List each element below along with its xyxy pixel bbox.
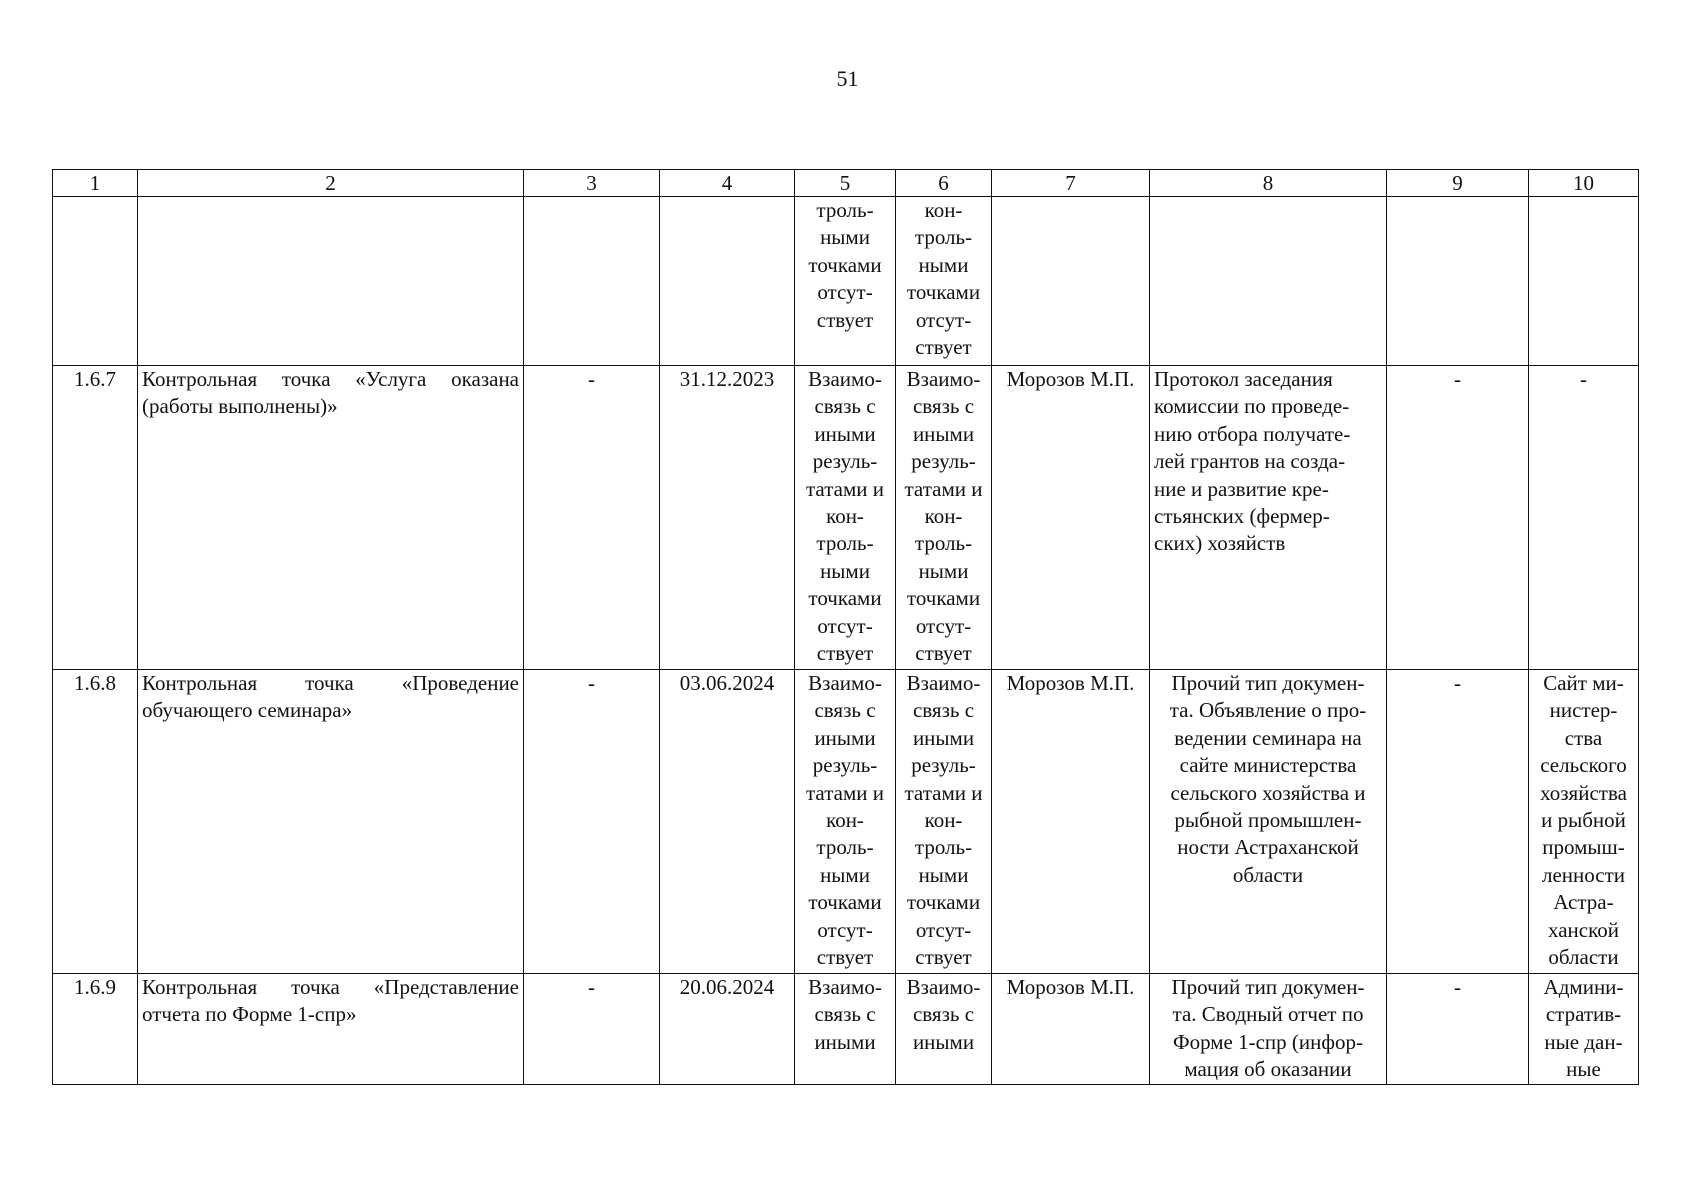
header-col-6: 6: [896, 170, 992, 197]
row-col10: Сайт ми- нистер- ства сельского хозяйства и рыбной промыш- ленности Астра- ханской области: [1529, 670, 1639, 974]
row-col5: Взаимо- связь с иными: [795, 974, 896, 1085]
row-col5: троль- ными точками отсут- ствует: [795, 197, 896, 366]
row-col6: Взаимо- связь с иными: [896, 974, 992, 1085]
table-body: [53, 197, 1639, 1085]
row-responsible: Морозов М.П.: [992, 366, 1150, 670]
table-row: [53, 197, 1639, 366]
row-col6: Взаимо- связь с иными резуль- татами и кон- троль- ными точками отсут- ствует: [896, 366, 992, 670]
header-col-10: 10: [1529, 170, 1639, 197]
row-col9: -: [1387, 670, 1529, 974]
page-number: 51: [836, 66, 859, 91]
row-col10: [1529, 197, 1639, 366]
table-header: [53, 170, 1639, 197]
row-col6: кон- троль- ными точками отсут- ствует: [896, 197, 992, 366]
header-col-8: 8: [1150, 170, 1387, 197]
row-col10: Админи- стратив- ные дан- ные: [1529, 974, 1639, 1085]
row-col3: -: [524, 366, 660, 670]
row-responsible: Морозов М.П.: [992, 670, 1150, 974]
row-responsible: Морозов М.П.: [992, 974, 1150, 1085]
row-number: [53, 197, 138, 366]
header-row: [53, 170, 1639, 197]
row-col3: -: [524, 974, 660, 1085]
row-date: 20.06.2024: [660, 974, 795, 1085]
row-date: 03.06.2024: [660, 670, 795, 974]
row-name: [138, 197, 524, 366]
row-number: 1.6.7: [53, 366, 138, 670]
table-row: [53, 366, 1639, 670]
row-col3: [524, 197, 660, 366]
row-name: Контрольная точка «Услуга оказана (работы выполнены)»: [138, 366, 524, 670]
row-col9: [1387, 197, 1529, 366]
header-col-9: 9: [1387, 170, 1529, 197]
header-col-5: 5: [795, 170, 896, 197]
row-number: 1.6.8: [53, 670, 138, 974]
row-name: Контрольная точка «Проведение обучающего семинара»: [138, 670, 524, 974]
row-name: Контрольная точка «Представление отчета по Форме 1-спр»: [138, 974, 524, 1085]
table-row: [53, 670, 1639, 974]
row-date: 31.12.2023: [660, 366, 795, 670]
row-col10: -: [1529, 366, 1639, 670]
header-col-7: 7: [992, 170, 1150, 197]
row-responsible: [992, 197, 1150, 366]
row-col5: Взаимо- связь с иными резуль- татами и кон- троль- ными точками отсут- ствует: [795, 670, 896, 974]
header-col-3: 3: [524, 170, 660, 197]
row-number: 1.6.9: [53, 974, 138, 1085]
row-col3: -: [524, 670, 660, 974]
data-table: [52, 169, 1639, 1085]
header-col-2: 2: [138, 170, 524, 197]
row-col9: -: [1387, 366, 1529, 670]
header-col-1: 1: [53, 170, 138, 197]
row-date: [660, 197, 795, 366]
row-document: [1150, 197, 1387, 366]
row-col6: Взаимо- связь с иными резуль- татами и кон- троль- ными точками отсут- ствует: [896, 670, 992, 974]
row-document: Прочий тип докумен- та. Объявление о про- ведении семинара на сайте министерства сельского хозяйства и рыбной промышлен- ности Астраханской области: [1150, 670, 1387, 974]
row-col9: -: [1387, 974, 1529, 1085]
table-row: [53, 974, 1639, 1085]
row-document: Протокол заседания комиссии по проведе- нию отбора получате- лей грантов на созда- ние и развитие кре- стьянских (фермер- ских) хозяйств: [1150, 366, 1387, 670]
header-col-4: 4: [660, 170, 795, 197]
row-col5: Взаимо- связь с иными резуль- татами и кон- троль- ными точками отсут- ствует: [795, 366, 896, 670]
row-document: Прочий тип докумен- та. Сводный отчет по Форме 1-спр (инфор- мация об оказании: [1150, 974, 1387, 1085]
